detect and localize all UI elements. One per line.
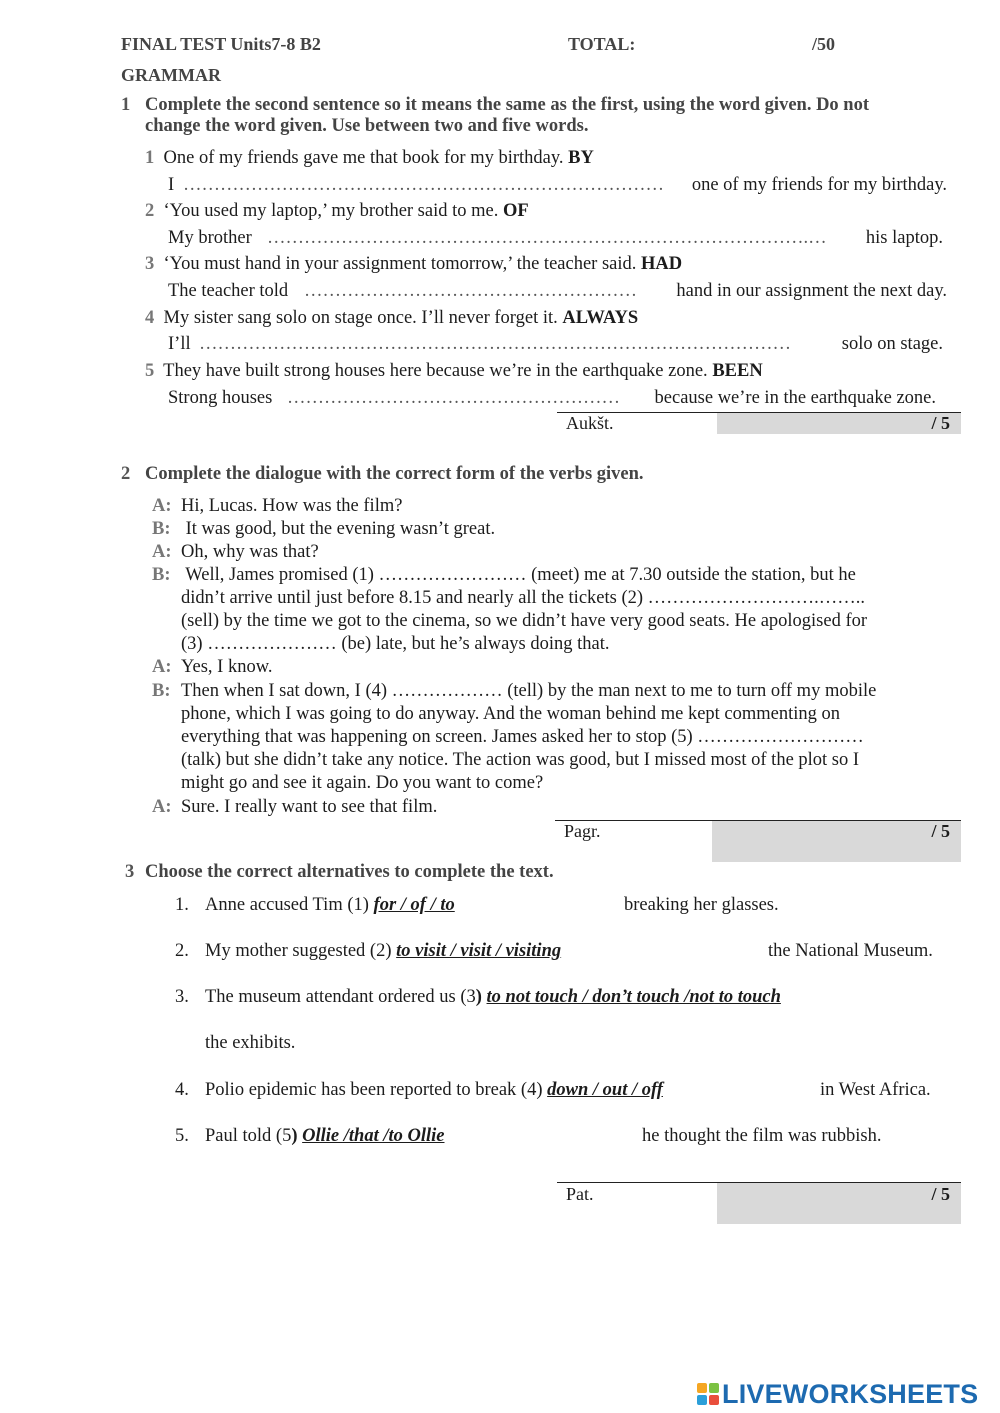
- liveworksheets-logo[interactable]: [697, 1379, 978, 1409]
- dialogue-line[interactable]: Then when I sat down, I (4) ……………… (tell) by the man next to me to turn off my mobile: [181, 681, 877, 701]
- score-value: / 5: [931, 1184, 950, 1204]
- dialogue-line[interactable]: (3) ………………… (be) late, but he’s always doing that.: [181, 634, 610, 654]
- speaker-label: B:: [152, 681, 171, 701]
- item-text: the exhibits.: [205, 1033, 296, 1053]
- choice-item: [205, 987, 781, 1008]
- item-text: breaking her glasses.: [624, 895, 779, 915]
- speaker-label: A:: [152, 797, 172, 817]
- dialogue-line: (sell) by the time we got to the cinema, so we didn’t have very good seats. He apologised for: [181, 611, 868, 631]
- transformation-item: [145, 361, 763, 382]
- item-keyword: ALWAYS: [562, 308, 639, 328]
- score-box: [712, 821, 961, 862]
- item-sentence: One of my friends gave me that book for my birthday.: [163, 148, 564, 168]
- score-label: Aukšt.: [566, 413, 614, 433]
- dialogue-line: Yes, I know.: [181, 657, 273, 677]
- answer-options[interactable]: for / of / to: [373, 895, 455, 915]
- score-box: [717, 1183, 961, 1224]
- item-end: one of my friends for my birthday.: [691, 175, 947, 195]
- item-text: the National Museum.: [768, 941, 933, 961]
- answer-gap-3[interactable]: ………………………………………………: [304, 281, 637, 301]
- transformation-item: [145, 254, 682, 275]
- exercise-instruction: change the word given. Use between two and five words.: [145, 116, 589, 136]
- item-start: I: [168, 175, 175, 195]
- exercise-number: 2: [121, 464, 131, 484]
- answer-gap-5[interactable]: ………………………………………………: [287, 388, 620, 408]
- item-text: The museum attendant ordered us (3: [205, 987, 476, 1007]
- logo-square: [697, 1383, 707, 1393]
- answer-gap-2[interactable]: …………………………………………………………………………….…: [267, 228, 827, 248]
- item-number: 2: [145, 201, 155, 221]
- item-number: 4: [145, 308, 155, 328]
- item-number: 1: [145, 148, 155, 168]
- item-paren: ): [475, 987, 482, 1007]
- speaker-label: A:: [152, 496, 172, 516]
- item-number: 5: [145, 361, 155, 381]
- dialogue-line[interactable]: everything that was happening on screen. James asked her to stop (5) ………………………: [181, 727, 864, 747]
- total-label: TOTAL:: [568, 34, 636, 54]
- dialogue-line: Oh, why was that?: [181, 542, 319, 562]
- score-label: Pagr.: [564, 821, 601, 841]
- item-end: solo on stage.: [841, 334, 943, 354]
- dialogue-line: Hi, Lucas. How was the film?: [181, 496, 403, 516]
- item-keyword: BY: [568, 148, 594, 168]
- answer-options[interactable]: to not touch / don’t touch /not to touch: [486, 987, 781, 1007]
- choice-item: [205, 1080, 663, 1101]
- item-end: hand in our assignment the next day.: [676, 281, 947, 301]
- item-sentence: ‘You used my laptop,’ my brother said to me.: [163, 201, 499, 221]
- exercise-number: 1: [121, 95, 131, 115]
- liveworksheets-icon: [697, 1383, 719, 1405]
- total-value: /50: [812, 34, 836, 54]
- item-text: in West Africa.: [820, 1080, 931, 1100]
- logo-square: [697, 1395, 707, 1405]
- dialogue-line: might go and see it again. Do you want to come?: [181, 773, 544, 793]
- answer-options[interactable]: to visit / visit / visiting: [396, 941, 562, 961]
- item-start: My brother: [168, 228, 252, 248]
- item-number: 3: [145, 254, 155, 274]
- exercise-number: 3: [125, 862, 135, 882]
- speaker-label: A:: [152, 657, 172, 677]
- dialogue-line: phone, which I was going to do anyway. And the woman behind me kept commenting on: [181, 704, 841, 724]
- speaker-label: A:: [152, 542, 172, 562]
- answer-gap-4[interactable]: ……………………………………………………………………………………: [199, 334, 791, 354]
- item-sentence: They have built strong houses here because we’re in the earthquake zone.: [163, 361, 708, 381]
- item-number: 5.: [175, 1126, 189, 1146]
- answer-options[interactable]: down / out / off: [547, 1080, 663, 1100]
- test-title: FINAL TEST Units7-8 B2: [121, 34, 321, 54]
- item-sentence: My sister sang solo on stage once. I’ll never forget it.: [163, 308, 558, 328]
- item-number: 2.: [175, 941, 189, 961]
- dialogue-line[interactable]: Well, James promised (1) …………………… (meet) me at 7.30 outside the station, but he: [181, 565, 856, 585]
- item-keyword: OF: [502, 201, 529, 221]
- logo-square: [709, 1383, 719, 1393]
- score-label: Pat.: [566, 1184, 594, 1204]
- logo-square: [709, 1395, 719, 1405]
- item-end: because we’re in the earthquake zone.: [654, 388, 936, 408]
- logo-text: LIVEWORKSHEETS: [722, 1378, 979, 1409]
- item-text: My mother suggested (2): [205, 941, 397, 961]
- transformation-item: [145, 148, 594, 169]
- choice-item: [205, 941, 561, 962]
- score-box: [717, 413, 961, 434]
- item-number: 4.: [175, 1080, 189, 1100]
- score-value: / 5: [931, 821, 950, 841]
- item-start: The teacher told: [168, 281, 289, 301]
- transformation-item: [145, 308, 638, 329]
- item-paren: ): [291, 1126, 298, 1146]
- dialogue-line[interactable]: didn’t arrive until just before 8.15 and nearly all the tickets (2) ……………………….……..: [181, 588, 866, 608]
- item-text: Polio epidemic has been reported to break (4): [205, 1080, 548, 1100]
- dialogue-line: (talk) but she didn’t take any notice. The action was good, but I missed most of the plot so I: [181, 750, 860, 770]
- item-text: Anne accused Tim (1): [205, 895, 374, 915]
- exercise-instruction: Choose the correct alternatives to complete the text.: [145, 862, 554, 882]
- answer-options[interactable]: Ollie /that /to Ollie: [302, 1126, 445, 1146]
- exercise-instruction: Complete the dialogue with the correct form of the verbs given.: [145, 464, 644, 484]
- item-keyword: HAD: [641, 254, 683, 274]
- item-start: I’ll: [168, 334, 191, 354]
- choice-item: [205, 895, 455, 916]
- item-sentence: ‘You must hand in your assignment tomorrow,’ the teacher said.: [163, 254, 637, 274]
- item-start: Strong houses: [168, 388, 273, 408]
- item-end: his laptop.: [865, 228, 943, 248]
- item-number: 1.: [175, 895, 189, 915]
- dialogue-line: Sure. I really want to see that film.: [181, 797, 438, 817]
- exercise-instruction: Complete the second sentence so it means the same as the first, using the word given. Do not: [145, 95, 870, 115]
- score-value: / 5: [931, 413, 950, 433]
- item-text: Paul told (5: [205, 1126, 292, 1146]
- item-number: 3.: [175, 987, 189, 1007]
- answer-gap-1[interactable]: ……………………………………………………………………: [183, 175, 664, 195]
- transformation-item: [145, 201, 529, 222]
- speaker-label: B:: [152, 519, 171, 539]
- speaker-label: B:: [152, 565, 171, 585]
- item-keyword: BEEN: [712, 361, 763, 381]
- item-text: he thought the film was rubbish.: [642, 1126, 882, 1146]
- dialogue-line: It was good, but the evening wasn’t great.: [181, 519, 496, 539]
- section-heading: GRAMMAR: [121, 65, 221, 85]
- choice-item: [205, 1126, 445, 1147]
